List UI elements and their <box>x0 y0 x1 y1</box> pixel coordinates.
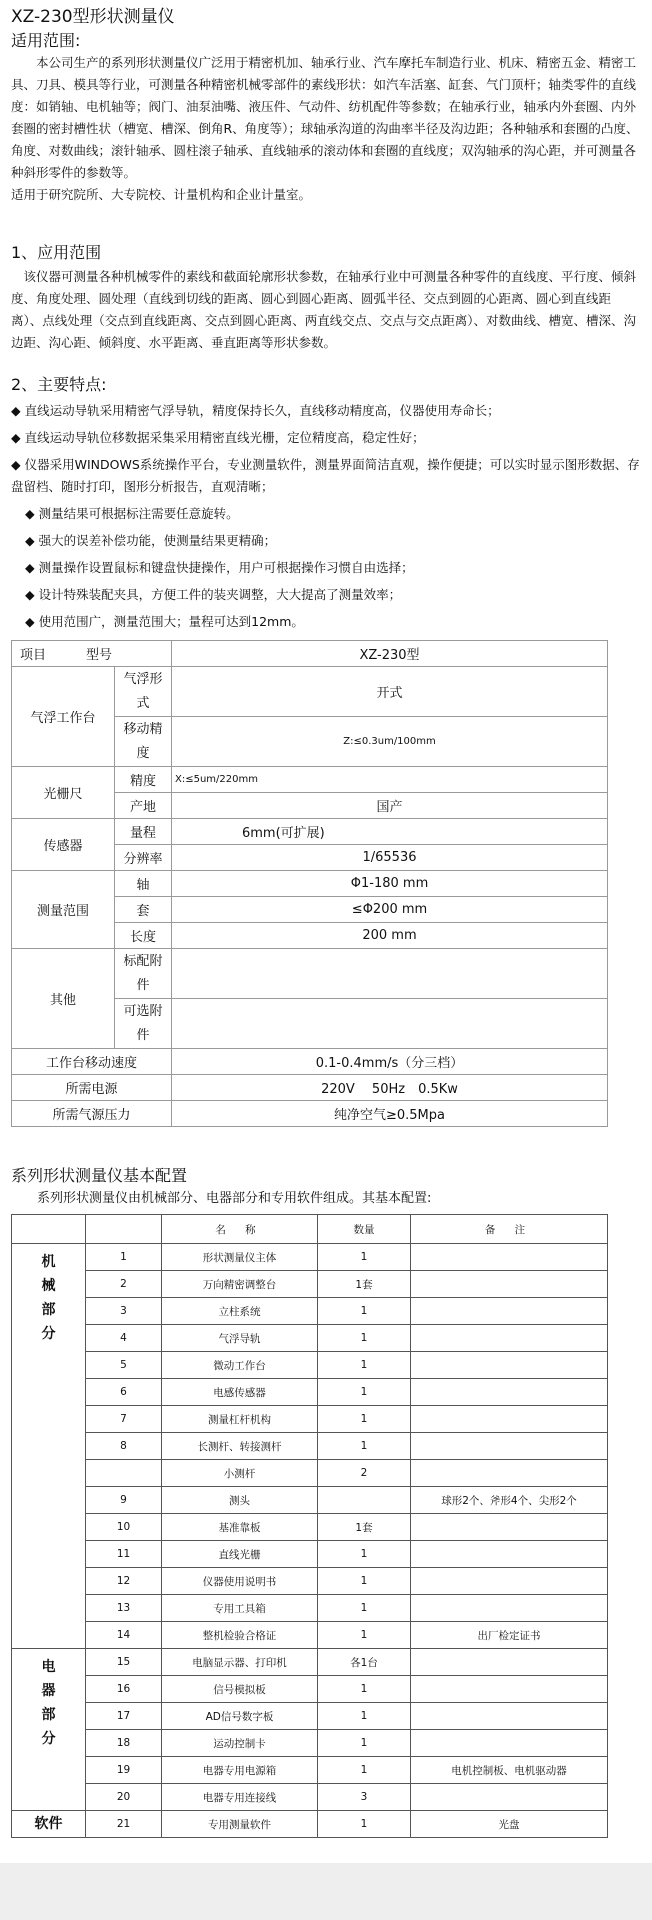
table-row <box>12 1622 608 1649</box>
item-name: 运动控制卡 <box>162 1730 318 1757</box>
diamond-bullet-icon: ◆ <box>25 533 35 548</box>
table-row <box>12 1784 608 1811</box>
item-name: 基准靠板 <box>162 1514 318 1541</box>
config-heading: 系列形状测量仪基本配置 <box>11 1166 188 1185</box>
row-number: 18 <box>86 1730 162 1757</box>
spec-label: 产地 <box>115 793 172 819</box>
diamond-bullet-icon: ◆ <box>25 614 35 629</box>
row-number: 21 <box>86 1811 162 1838</box>
spec-label: 可选附件 <box>115 999 172 1049</box>
item-name: AD信号数字板 <box>162 1703 318 1730</box>
table-row <box>12 1406 608 1433</box>
row-number: 1 <box>86 1244 162 1271</box>
item-name: 整机检验合格证 <box>162 1622 318 1649</box>
item-qty: 1 <box>318 1811 411 1838</box>
item-qty: 1 <box>318 1595 411 1622</box>
item-qty: 1 <box>318 1325 411 1352</box>
scope-heading: 适用范围: <box>11 31 81 50</box>
table-row <box>12 1568 608 1595</box>
item-qty: 各1台 <box>318 1649 411 1676</box>
row-number: 2 <box>86 1271 162 1298</box>
spec-value: 1/65536 <box>172 845 608 871</box>
item-name: 立柱系统 <box>162 1298 318 1325</box>
item-name: 测量杠杆机构 <box>162 1406 318 1433</box>
item-name: 专用工具箱 <box>162 1595 318 1622</box>
item-qty: 1 <box>318 1406 411 1433</box>
scope-text <box>11 52 641 206</box>
spec-label: 工作台移动速度 <box>12 1049 172 1075</box>
feature-item: ◆ 仪器采用WINDOWS系统操作平台，专业测量软件，测量界面简洁直观，操作便捷；可以实时显示图形数据、存盘留档、随时打印，图形分析报告，直观清晰； <box>11 457 640 494</box>
table-row <box>12 1101 608 1127</box>
item-qty: 1 <box>318 1622 411 1649</box>
feature-item: ◆ 直线运动导轨位移数据采集采用精密直线光栅，定位精度高，稳定性好； <box>11 430 425 445</box>
row-number: 16 <box>86 1676 162 1703</box>
row-number: 7 <box>86 1406 162 1433</box>
item-note: 光盘 <box>411 1811 608 1838</box>
table-row <box>12 1487 608 1514</box>
row-number: 20 <box>86 1784 162 1811</box>
item-name: 气浮导轨 <box>162 1325 318 1352</box>
spec-value: 6mm(可扩展) <box>172 819 608 845</box>
table-row <box>12 1075 608 1101</box>
item-note <box>411 1379 608 1406</box>
item-note <box>411 1352 608 1379</box>
item-name: 仪器使用说明书 <box>162 1568 318 1595</box>
item-qty: 1 <box>318 1757 411 1784</box>
application-text <box>11 266 641 354</box>
row-number: 15 <box>86 1649 162 1676</box>
item-qty: 1 <box>318 1244 411 1271</box>
header-note: 备 注 <box>411 1215 608 1244</box>
diamond-bullet-icon: ◆ <box>25 560 35 575</box>
item-note <box>411 1514 608 1541</box>
table-header-row <box>12 1215 608 1244</box>
row-number: 17 <box>86 1703 162 1730</box>
spec-group-other: 其他 <box>12 949 115 1049</box>
row-number: 19 <box>86 1757 162 1784</box>
spec-value: 0.1-0.4mm/s（分三档） <box>172 1049 608 1075</box>
row-number: 14 <box>86 1622 162 1649</box>
config-table-body <box>12 1215 608 1838</box>
item-name: 微动工作台 <box>162 1352 318 1379</box>
table-row <box>12 1379 608 1406</box>
item-name: 万向精密调整台 <box>162 1271 318 1298</box>
spec-model: XZ-230型 <box>172 641 608 667</box>
item-note <box>411 1271 608 1298</box>
features-heading: 2、主要特点: <box>11 375 107 394</box>
item-qty: 1 <box>318 1541 411 1568</box>
item-note <box>411 1244 608 1271</box>
spec-value <box>172 999 608 1049</box>
scope-paragraph-2: 适用于研究院所、大专院校、计量机构和企业计量室。 <box>11 187 312 202</box>
feature-list <box>11 400 641 638</box>
item-note <box>411 1730 608 1757</box>
spec-label: 精度 <box>115 767 172 793</box>
table-row <box>12 1049 608 1075</box>
spec-value: Φ1-180 mm <box>172 871 608 897</box>
scope-paragraph: 本公司生产的系列形状测量仪广泛用于精密机加、轴承行业、汽车摩托车制造行业、机床、精密五金、精密工具、刀具、模具等行业，可测量各种精密机械零部件的素线形状：如汽车活塞、缸套、气门顶杆；轴类零件的直线度：如销轴、电机轴等；阀门、油泵油嘴、液压件、气动件、纺机配件等参数；在轴承行业，轴承内外套圈、内外套圈的密封槽性状（槽宽、槽深、倒角R、角度等）；球轴承沟道的沟曲率半径及沟边距；各种轴承和套圈的凸度、角度、对数曲线；滚针轴承、圆柱滚子轴承、直线轴承的滚动体和套圈的直线度；双沟轴承的沟心距，并可测量各种斜形零件的参数等。 <box>11 55 639 180</box>
row-number: 6 <box>86 1379 162 1406</box>
feature-item: ◆ 直线运动导轨采用精密气浮导轨，精度保持长久，直线移动精度高，仪器使用寿命长； <box>11 403 500 418</box>
item-note <box>411 1325 608 1352</box>
row-number: 13 <box>86 1595 162 1622</box>
spec-group-sensor: 传感器 <box>12 819 115 871</box>
spec-value: Z:≤0.3um/100mm <box>172 717 608 767</box>
item-note <box>411 1541 608 1568</box>
item-qty: 2 <box>318 1460 411 1487</box>
item-qty: 1 <box>318 1730 411 1757</box>
table-row <box>12 1433 608 1460</box>
spec-label: 标配附件 <box>115 949 172 999</box>
item-qty: 1 <box>318 1676 411 1703</box>
spec-header-cell: 项目 型号 <box>12 641 172 667</box>
group-mechanical: 机 械 部 分 <box>12 1244 86 1649</box>
config-intro: 系列形状测量仪由机械部分、电器部分和专用软件组成。其基本配置: <box>37 1191 432 1206</box>
spec-label: 所需电源 <box>12 1075 172 1101</box>
table-row <box>12 1811 608 1838</box>
item-qty: 1 <box>318 1568 411 1595</box>
spec-label: 长度 <box>115 923 172 949</box>
row-number <box>86 1460 162 1487</box>
item-note <box>411 1676 608 1703</box>
table-row <box>12 949 608 999</box>
feature-item: ◆ 设计特殊装配夹具，方便工件的装夹调整，大大提高了测量效率； <box>25 587 402 602</box>
feature-item: ◆ 使用范围广，测量范围大；量程可达到12mm。 <box>25 614 304 629</box>
item-name: 电感传感器 <box>162 1379 318 1406</box>
table-row <box>12 871 608 897</box>
row-number: 5 <box>86 1352 162 1379</box>
spec-group-air-table: 气浮工作台 <box>12 667 115 767</box>
item-note <box>411 1649 608 1676</box>
item-name: 测头 <box>162 1487 318 1514</box>
table-row <box>12 1460 608 1487</box>
item-qty: 1 <box>318 1298 411 1325</box>
table-row <box>12 1676 608 1703</box>
item-qty <box>318 1487 411 1514</box>
table-row <box>12 767 608 793</box>
row-number: 9 <box>86 1487 162 1514</box>
item-note: 电机控制板、电机驱动器 <box>411 1757 608 1784</box>
spec-value: 国产 <box>172 793 608 819</box>
spec-label: 分辨率 <box>115 845 172 871</box>
item-qty: 1套 <box>318 1514 411 1541</box>
diamond-bullet-icon: ◆ <box>11 457 21 472</box>
application-heading: 1、应用范围 <box>11 243 102 262</box>
diamond-bullet-icon: ◆ <box>11 430 21 445</box>
item-note: 球形2个、斧形4个、尖形2个 <box>411 1487 608 1514</box>
item-name: 信号模拟板 <box>162 1676 318 1703</box>
row-number: 10 <box>86 1514 162 1541</box>
feature-item: ◆ 强大的误差补偿功能，使测量结果更精确； <box>25 533 277 548</box>
table-row <box>12 1244 608 1271</box>
spec-group-range: 测量范围 <box>12 871 115 949</box>
item-name: 小测杆 <box>162 1460 318 1487</box>
feature-item: ◆ 测量结果可根据标注需要任意旋转。 <box>25 506 239 521</box>
spec-label: 移动精度 <box>115 717 172 767</box>
spec-label: 气浮形式 <box>115 667 172 717</box>
spec-group-grating: 光栅尺 <box>12 767 115 819</box>
row-number: 8 <box>86 1433 162 1460</box>
table-row <box>12 1514 608 1541</box>
row-number: 3 <box>86 1298 162 1325</box>
item-note <box>411 1298 608 1325</box>
spec-value: X:≤5um/220mm <box>172 767 608 793</box>
spec-table <box>11 640 608 1127</box>
spec-label: 套 <box>115 897 172 923</box>
spec-value: 开式 <box>172 667 608 717</box>
spec-value: 220V 50Hz 0.5Kw <box>172 1075 608 1101</box>
table-row <box>12 819 608 845</box>
item-note <box>411 1703 608 1730</box>
item-qty: 1 <box>318 1352 411 1379</box>
feature-item: ◆ 测量操作设置鼠标和键盘快捷操作，用户可根据操作习惯自由选择； <box>25 560 414 575</box>
spec-label: 轴 <box>115 871 172 897</box>
diamond-bullet-icon: ◆ <box>25 587 35 602</box>
item-name: 电器专用连接线 <box>162 1784 318 1811</box>
table-row <box>12 1271 608 1298</box>
item-note: 出厂检定证书 <box>411 1622 608 1649</box>
spec-value: ≤Φ200 mm <box>172 897 608 923</box>
header-name: 名 称 <box>162 1215 318 1244</box>
item-qty: 3 <box>318 1784 411 1811</box>
item-note <box>411 1784 608 1811</box>
item-qty: 1套 <box>318 1271 411 1298</box>
item-name: 直线光栅 <box>162 1541 318 1568</box>
spec-label: 所需气源压力 <box>12 1101 172 1127</box>
item-name: 专用测量软件 <box>162 1811 318 1838</box>
group-electrical: 电 器 部 分 <box>12 1649 86 1811</box>
item-note <box>411 1433 608 1460</box>
row-number: 4 <box>86 1325 162 1352</box>
item-note <box>411 1595 608 1622</box>
item-qty: 1 <box>318 1703 411 1730</box>
item-name: 长测杆、转接测杆 <box>162 1433 318 1460</box>
table-row <box>12 667 608 717</box>
row-number: 11 <box>86 1541 162 1568</box>
item-name: 电脑显示器、打印机 <box>162 1649 318 1676</box>
item-note <box>411 1460 608 1487</box>
item-qty: 1 <box>318 1433 411 1460</box>
group-software: 软件 <box>12 1811 86 1838</box>
item-qty: 1 <box>318 1379 411 1406</box>
table-row <box>12 1595 608 1622</box>
spec-value: 200 mm <box>172 923 608 949</box>
item-note <box>411 1406 608 1433</box>
header-qty: 数量 <box>318 1215 411 1244</box>
table-row <box>12 1649 608 1676</box>
diamond-bullet-icon: ◆ <box>25 506 35 521</box>
table-row <box>12 641 608 667</box>
table-row <box>12 1298 608 1325</box>
application-paragraph: 该仪器可测量各种机械零件的素线和截面轮廓形状参数，在轴承行业中可测量各种零件的直线度、平行度、倾斜度、角度处理、圆处理（直线到切线的距离、圆心到圆心距离、圆弧半径、交点到圆的心距离、圆心到直线距离）、点线处理（交点到直线距离、交点到圆心距离、两直线交点、交点与交点距离）、对数曲线、槽宽、槽深、沟边距、沟心距、倾斜度、水平距离、垂直距离等形状参数。 <box>11 269 637 350</box>
page-title: XZ-230型形状测量仪 <box>11 7 175 27</box>
table-row <box>12 1352 608 1379</box>
spec-value <box>172 949 608 999</box>
row-number: 12 <box>86 1568 162 1595</box>
table-row <box>12 1757 608 1784</box>
item-name: 电器专用电源箱 <box>162 1757 318 1784</box>
spec-value: 纯净空气≥0.5Mpa <box>172 1101 608 1127</box>
table-row <box>12 1703 608 1730</box>
item-name: 形状测量仪主体 <box>162 1244 318 1271</box>
page-footer-band <box>0 1863 652 1920</box>
spec-label: 量程 <box>115 819 172 845</box>
diamond-bullet-icon: ◆ <box>11 403 21 418</box>
table-row <box>12 1541 608 1568</box>
item-note <box>411 1568 608 1595</box>
table-row <box>12 1325 608 1352</box>
config-table <box>11 1214 608 1838</box>
table-row <box>12 1730 608 1757</box>
